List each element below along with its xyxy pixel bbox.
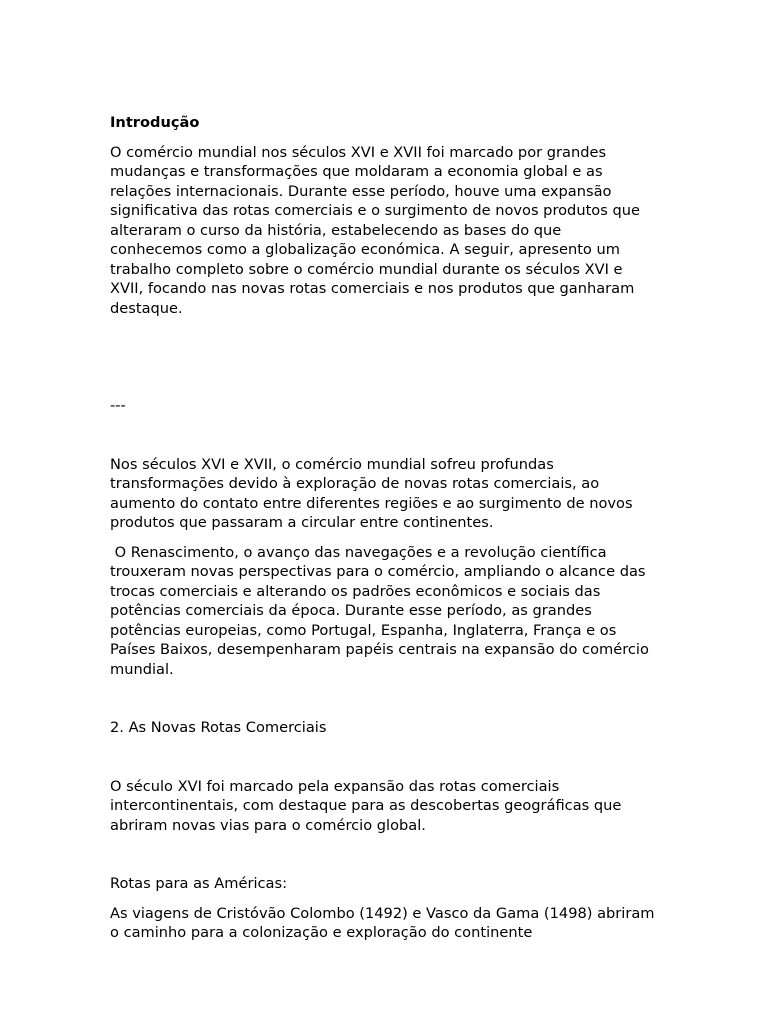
intro-paragraph: O comércio mundial nos séculos XVI e XVII foi marcado por grandes mudanças e transformações que moldaram a economia global e as relações internacionais. Durante esse período, houve uma expansão significativa das rotas comerciais e o surgimento de novos produtos que alteraram o curso da história, estabelecendo as bases do que conhecemos como a globalização económica. A seguir, apresento um trabalho completo sobre o comércio mundial durante os séculos XVI e XVII, focando nas novas rotas comerciais e nos produtos que ganharam destaque. [110,143,640,317]
document-body [110,113,658,943]
paragraph-2: Nos séculos XVI e XVII, o comércio mundial sofreu profundas transformações devido à exploração de novas rotas comerciais, ao aumento do contato entre diferentes regiões e ao surgimento de novos produtos que passaram a circular entre continentes. [110,455,633,531]
paragraph-3: O Renascimento, o avanço das navegações e a revolução científica trouxeram novas perspectivas para o comércio, ampliando o alcance das trocas comerciais e alterando os padrões econômicos e sociais das potências comerciais da época. Durante esse período, as grandes potências europeias, como Portugal, Espanha, Inglaterra, França e os Países Baixos, desempenharam papéis centrais na expansão do comércio mundial. [110,543,654,678]
separator-line: --- [110,397,126,414]
spacer [110,416,658,455]
paragraph-5: As viagens de Cristóvão Colombo (1492) e Vasco da Gama (1498) abriram o caminho para a colonização e exploração do continente [110,904,655,941]
spacer [110,318,658,386]
spacer [110,533,658,543]
spacer [110,738,658,777]
subheading-americas: Rotas para as Américas: [110,875,288,892]
intro-heading: Introdução [110,114,200,131]
paragraph-4: O século XVI foi marcado pela expansão das rotas comerciais intercontinentais, com destaque para as descobertas geográficas que abriram novas vias para o comércio global. [110,777,622,834]
spacer [110,835,658,874]
spacer [110,679,658,718]
spacer [110,894,658,904]
section-2-heading: 2. As Novas Rotas Comerciais [110,719,327,736]
spacer [110,386,658,396]
